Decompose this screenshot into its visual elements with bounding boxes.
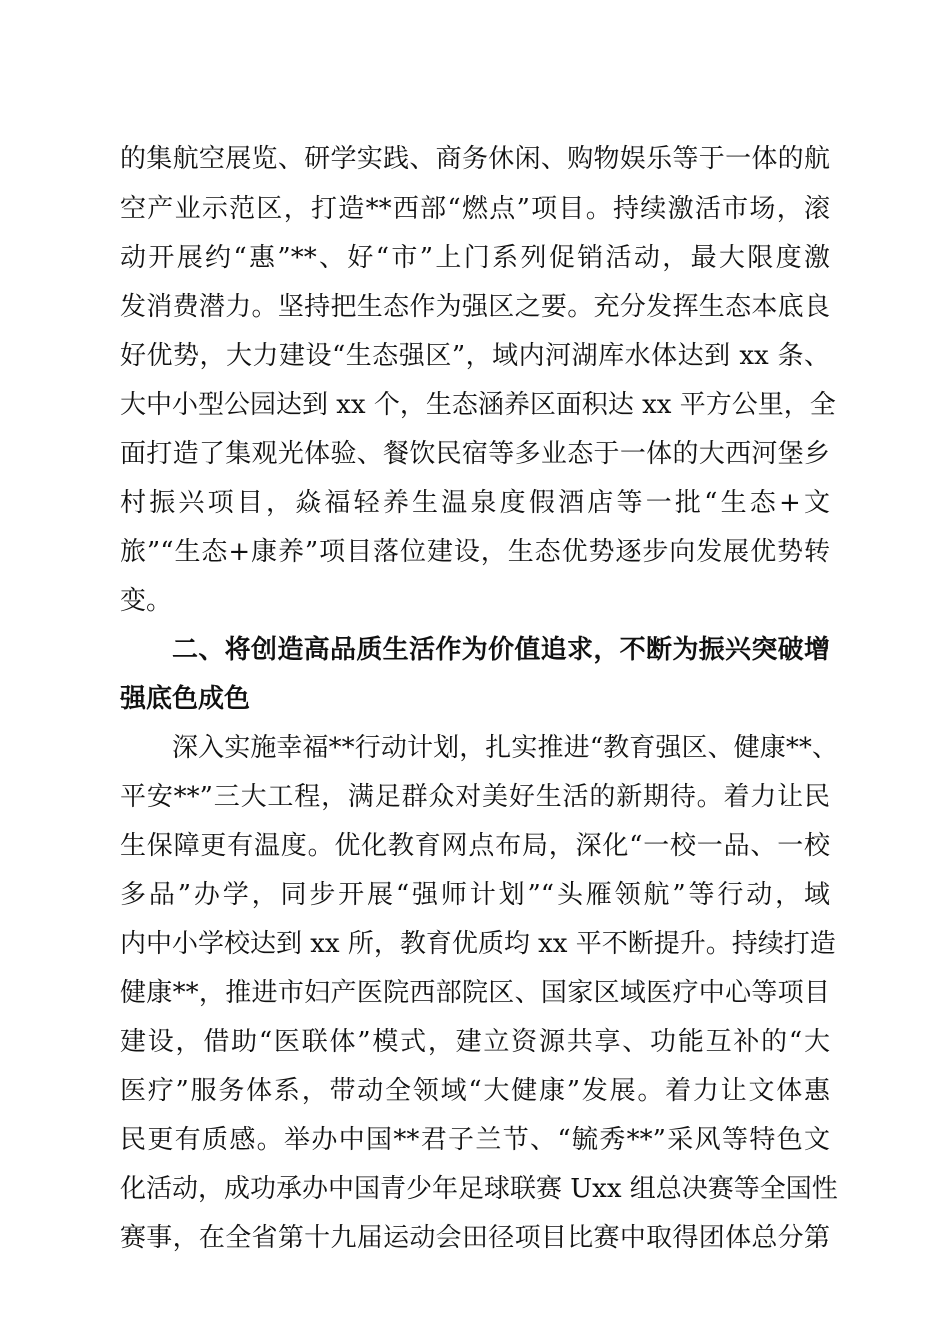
section-heading: 二、将创造高品质生活作为价值追求，不断为振兴突破增	[172, 635, 830, 665]
paragraph-2-line: 多品”办学，同步开展“强师计划”“头雁领航”等行动，域	[120, 880, 830, 910]
paragraph-1-line: 变。	[120, 586, 173, 616]
paragraph-1-line: 的集航空展览、研学实践、商务休闲、购物娱乐等于一体的航	[120, 144, 830, 174]
paragraph-2-line: 平安**”三大工程，满足群众对美好生活的新期待。着力让民	[120, 782, 830, 812]
paragraph-1-line: 好优势，大力建设“生态强区”，域内河湖库水体达到 xx 条、	[120, 341, 830, 371]
paragraph-1-line: 动开展约“惠”**、好“市”上门系列促销活动，最大限度激	[120, 243, 830, 273]
paragraph-2-line: 医疗”服务体系，带动全领域“大健康”发展。着力让文体惠	[120, 1076, 830, 1106]
paragraph-1-line: 发消费潜力。坚持把生态作为强区之要。充分发挥生态本底良	[120, 292, 830, 322]
paragraph-1-line: 空产业示范区，打造**西部“燃点”项目。持续激活市场，滚	[120, 194, 830, 224]
paragraph-1-line: 村振兴项目，焱福轻养生温泉度假酒店等一批“生态+文	[120, 488, 830, 518]
section-heading: 强底色成色	[120, 684, 251, 714]
paragraph-2-line: 化活动，成功承办中国青少年足球联赛 Uxx 组总决赛等全国性	[120, 1174, 838, 1204]
paragraph-2-line: 深入实施幸福**行动计划，扎实推进“教育强区、健康**、	[172, 733, 838, 763]
paragraph-1-line: 大中小型公园达到 xx 个，生态涵养区面积达 xx 平方公里，全	[120, 390, 836, 420]
paragraph-2-line: 内中小学校达到 xx 所，教育优质均 xx 平不断提升。持续打造	[120, 929, 836, 959]
paragraph-1-line: 旅”“生态+康养”项目落位建设，生态优势逐步向发展优势转	[120, 537, 830, 567]
paragraph-2-line: 赛事，在全省第十九届运动会田径项目比赛中取得团体总分第	[120, 1223, 830, 1253]
paragraph-2-line: 生保障更有温度。优化教育网点布局，深化“一校一品、一校	[120, 831, 830, 861]
paragraph-2-line: 健康**，推进市妇产医院西部院区、国家区域医疗中心等项目	[120, 978, 830, 1008]
paragraph-1-line: 面打造了集观光体验、餐饮民宿等多业态于一体的大西河堡乡	[120, 439, 830, 469]
paragraph-2-line: 民更有质感。举办中国**君子兰节、“毓秀**”采风等特色文	[120, 1125, 830, 1155]
paragraph-2-line: 建设，借助“医联体”模式，建立资源共享、功能互补的“大	[120, 1027, 830, 1057]
